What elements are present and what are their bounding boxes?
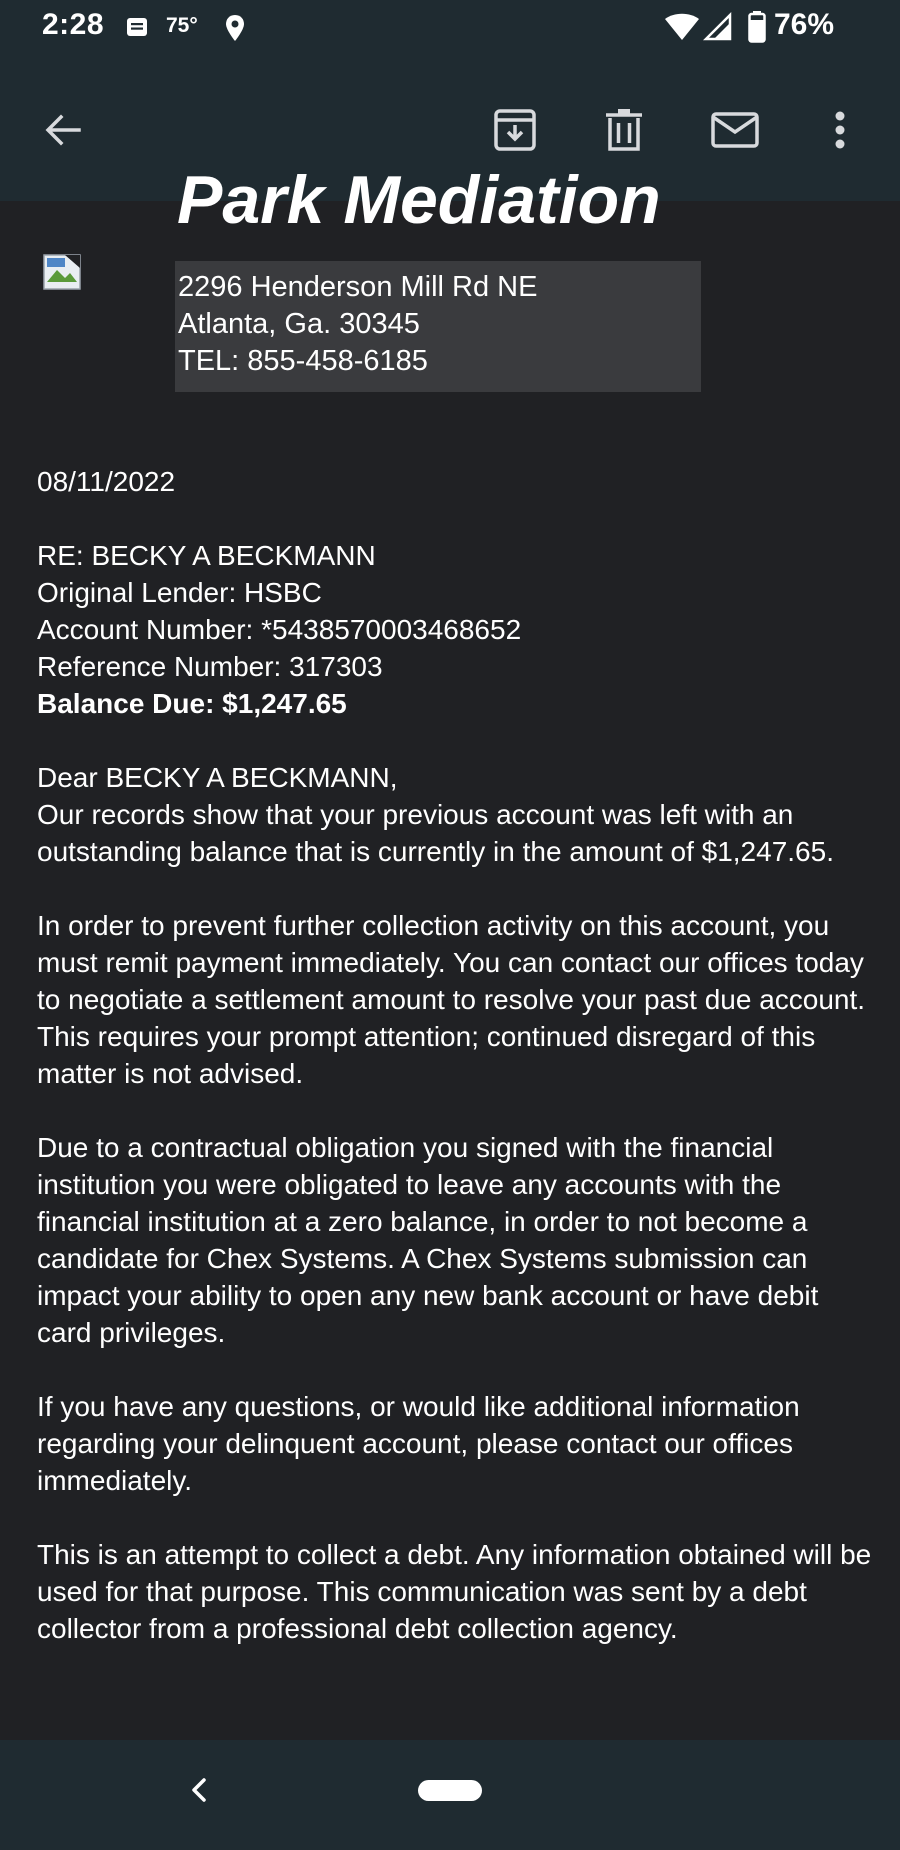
paragraph-questions: If you have any questions, or would like additional information regarding your delinquent account, please contact our offices immediately. [37,1391,800,1496]
message-icon [126,16,148,38]
account-details [37,537,877,722]
home-pill[interactable] [418,1780,482,1801]
paragraph-prevent-collection: In order to prevent further collection activity on this account, you must remit payment immediately. You can contact our offices today to negotiate a settlement amount to resolve your past due account. This requires your prompt attention; continued disregard of this matter is not advised. [37,910,866,1089]
greeting: Dear BECKY A BECKMANN, [37,762,398,793]
address-city: Atlanta, Ga. 30345 [178,308,420,340]
paragraph-debt-disclaimer: This is an attempt to collect a debt. Any information obtained will be used for that purpose. This communication was sent by a debt collector from a professional debt collection agency. [37,1539,872,1644]
battery-percent: 76% [774,8,835,41]
delete-button[interactable] [596,102,652,158]
more-options-button[interactable] [812,102,868,158]
back-arrow-icon [43,110,83,150]
mark-unread-button[interactable] [707,102,763,158]
greeting-paragraph [37,759,877,870]
status-time: 2:28 [42,8,105,41]
archive-icon [493,108,537,152]
signal-icon [704,13,732,41]
company-address [175,261,701,392]
wifi-icon [664,13,700,41]
more-vert-icon [834,110,846,150]
status-bar [0,0,900,56]
re-line: RE: BECKY A BECKMANN [37,540,376,571]
email-body [0,162,900,1740]
lender-line: Original Lender: HSBC [37,577,322,608]
paragraph-records: Our records show that your previous account was left with an outstanding balance that is currently in the amount of $1,247.65. [37,799,834,867]
address-phone[interactable]: TEL: 855-458-6185 [178,345,428,377]
paragraph-chex-systems: Due to a contractual obligation you signed with the financial institution you were obligated to leave any accounts with the financial institution at a zero balance, in order to not become a candidate for Chex Systems. A Chex Systems submission can impact your ability to open any new bank account or have debit card privileges. [37,1132,819,1348]
address-street: 2296 Henderson Mill Rd NE [178,271,538,303]
balance-due-line: Balance Due: $1,247.65 [37,688,347,719]
company-name: Park Mediation [177,162,661,238]
status-temperature: 75° [166,14,198,37]
account-number-line: Account Number: *5438570003468652 [37,614,522,645]
back-button[interactable] [35,102,91,158]
archive-button[interactable] [487,102,543,158]
nav-back-icon[interactable] [182,1772,218,1808]
trash-icon [604,108,644,152]
mark-unread-icon [711,111,759,149]
navigation-bar [0,1740,900,1850]
letter-date: 08/11/2022 [37,466,176,497]
reference-number-line: Reference Number: 317303 [37,651,383,682]
letter-content [37,463,877,1684]
location-icon [224,14,246,42]
battery-icon [748,11,766,43]
broken-image-icon [43,254,81,290]
